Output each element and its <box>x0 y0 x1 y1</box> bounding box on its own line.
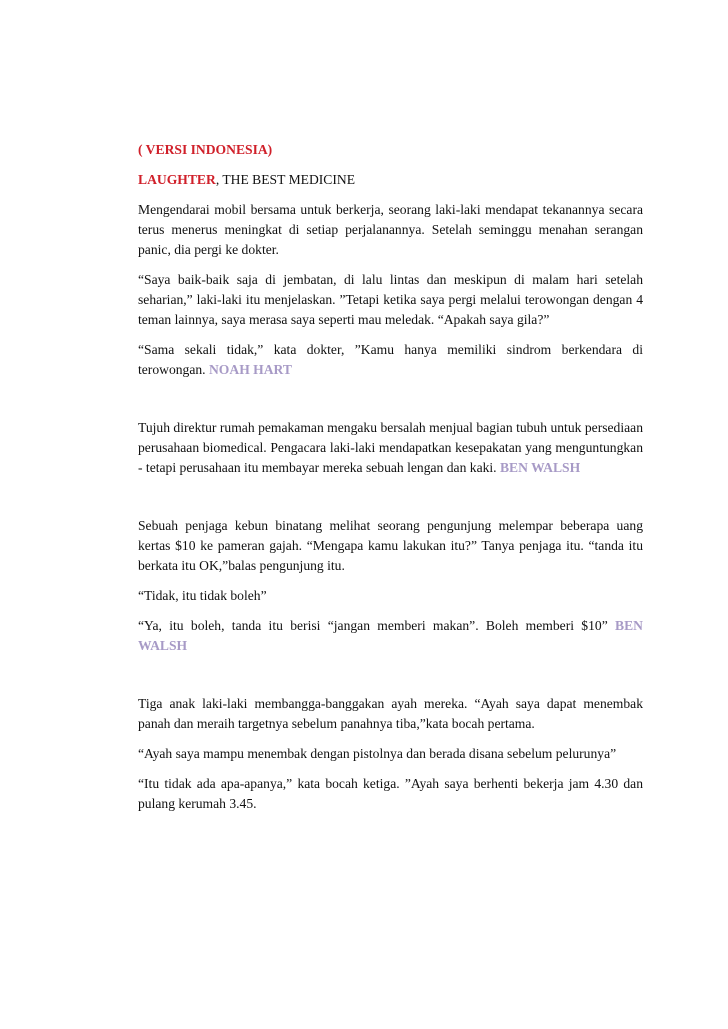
joke-closing-paragraph <box>138 340 643 380</box>
joke-4 <box>138 694 643 814</box>
joke-closing-text: “Sama sekali tidak,” kata dokter, ”Kamu hanya memiliki sindrom berkendara di terowongan. <box>138 342 643 377</box>
document-title <box>138 170 643 190</box>
document-content <box>138 140 643 824</box>
joke-paragraph: “Tidak, itu tidak boleh” <box>138 588 267 603</box>
joke-paragraph: “Saya baik-baik saja di jembatan, di lalu lintas dan meskipun di malam hari setelah seharian,” laki-laki itu menjelaskan. ”Tetapi ketika saya pergi melalui terowongan dengan 4 teman lainnya, saya merasa saya seperti mau meledak. “Apakah saya gila?” <box>138 272 643 327</box>
joke-paragraph: Mengendarai mobil bersama untuk berkerja, seorang laki-laki mendapat tekanannya secara terus menerus meningkat di setiap perjalanannya. Setelah seminggu menahan serangan panic, dia pergi ke dokter. <box>138 202 643 257</box>
version-label <box>138 140 643 160</box>
title-highlight: LAUGHTER <box>138 172 216 187</box>
title-rest: , THE BEST MEDICINE <box>215 172 356 187</box>
joke-paragraph: “Ayah saya mampu menembak dengan pistolnya dan berada disana sebelum pelurunya” <box>138 746 617 761</box>
joke-author: BEN WALSH <box>138 618 643 653</box>
joke-2 <box>138 418 643 478</box>
joke-closing-paragraph <box>138 616 643 656</box>
joke-closing-text: “Ya, itu boleh, tanda itu berisi “jangan memberi makan”. Boleh memberi $10” <box>138 618 608 633</box>
joke-closing-paragraph <box>138 418 643 478</box>
version-label-text: ( VERSI INDONESIA) <box>138 142 273 157</box>
joke-1 <box>138 200 643 380</box>
joke-author: NOAH HART <box>208 362 292 377</box>
joke-3 <box>138 516 643 656</box>
joke-paragraph: Sebuah penjaga kebun binatang melihat seorang pengunjung melempar beberapa uang kertas $10 ke pameran gajah. “Mengapa kamu lakukan itu?” Tanya penjaga itu. “tanda itu berkata itu OK,”balas pengunjung itu. <box>138 518 643 573</box>
joke-paragraph: “Itu tidak ada apa-apanya,” kata bocah ketiga. ”Ayah saya berhenti bekerja jam 4.30 dan pulang kerumah 3.45. <box>138 776 643 811</box>
joke-closing-text: Tujuh direktur rumah pemakaman mengaku bersalah menjual bagian tubuh untuk persediaan perusahaan biomedical. Pengacara laki-laki mendapatkan kesepakatan yang menguntungkan - tetapi perusahaan itu membayar mereka sebuah lengan dan kaki. <box>138 420 643 475</box>
joke-paragraph: Tiga anak laki-laki membangga-banggakan ayah mereka. “Ayah saya dapat menembak panah dan meraih targetnya sebelum panahnya tiba,”kata bocah pertama. <box>138 696 643 731</box>
joke-author: BEN WALSH <box>499 460 581 475</box>
